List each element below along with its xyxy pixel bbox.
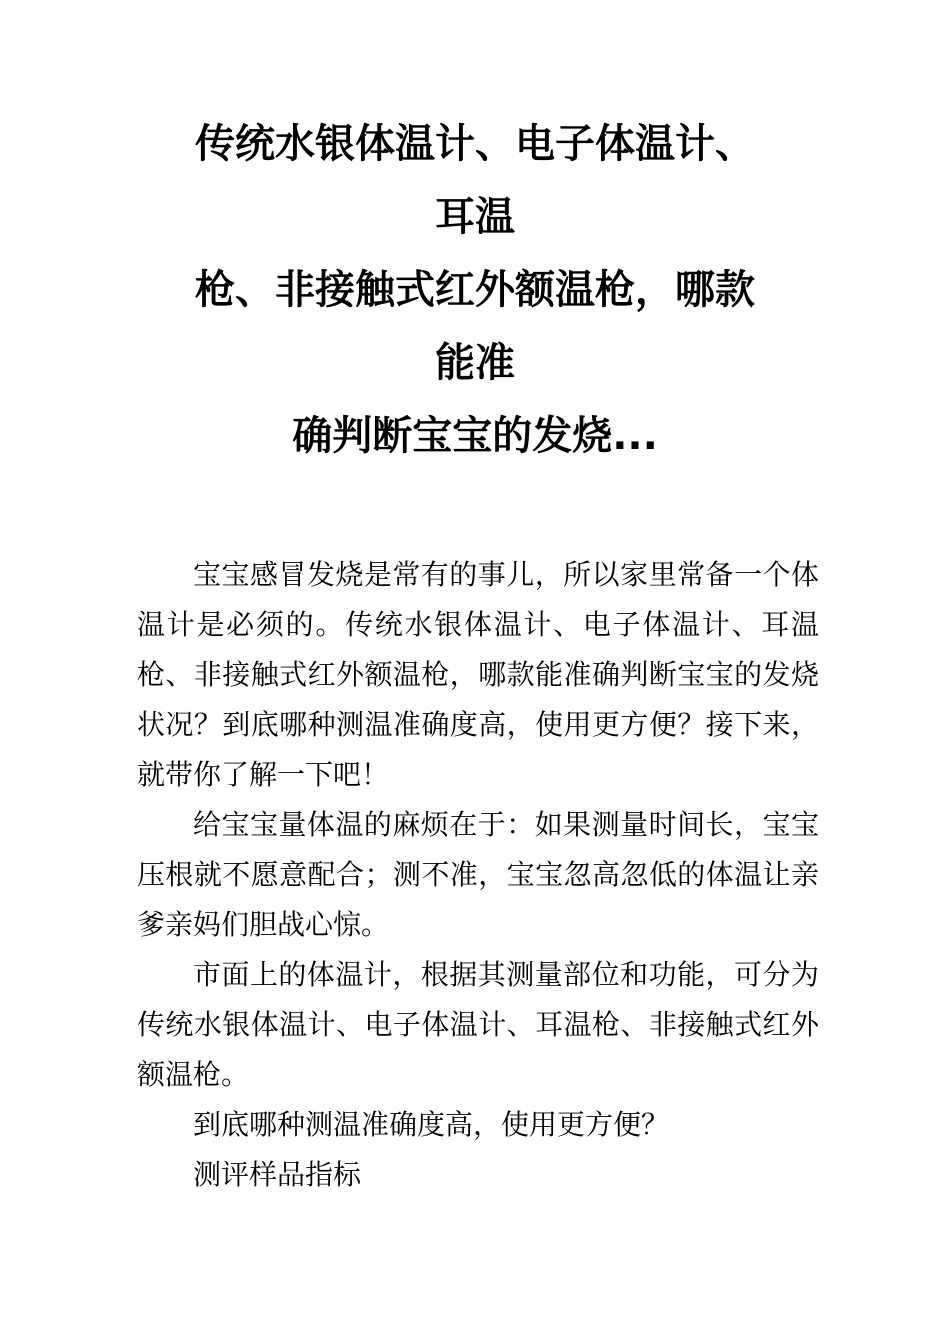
title-line-3: 枪、非接触式红外额温枪，哪款 [195,267,755,313]
title-line-2: 耳温 [435,194,515,240]
title-line-5: 确判断宝宝的发烧... [292,413,658,459]
paragraph-trouble: 给宝宝量体温的麻烦在于：如果测量时间长，宝宝压根就不愿意配合；测不准，宝宝忽高忽低的体温让亲爹亲妈们胆战心惊。 [137,808,819,941]
paragraph-market: 市面上的体温计，根据其测量部位和功能，可分为传统水银体温计、电子体温计、耳温枪、非接触式红外额温枪。 [137,958,819,1091]
title-line-4: 能准 [435,340,515,386]
paragraph-section-heading: 测评样品指标 [193,1158,362,1191]
paragraph-question: 到底哪种测温准确度高，使用更方便？ [193,1108,670,1141]
paragraph-intro: 宝宝感冒发烧是常有的事儿，所以家里常备一个体温计是必须的。传统水银体温计、电子体温计、耳温枪、非接触式红外额温枪，哪款能准确判断宝宝的发烧状况？到底哪种测温准确度高，使用更方便？接下来，就带你了解一下吧！ [137,558,819,791]
document-title [120,108,830,473]
title-line-1: 传统水银体温计、电子体温计、 [195,121,755,167]
document-body [137,550,819,1200]
